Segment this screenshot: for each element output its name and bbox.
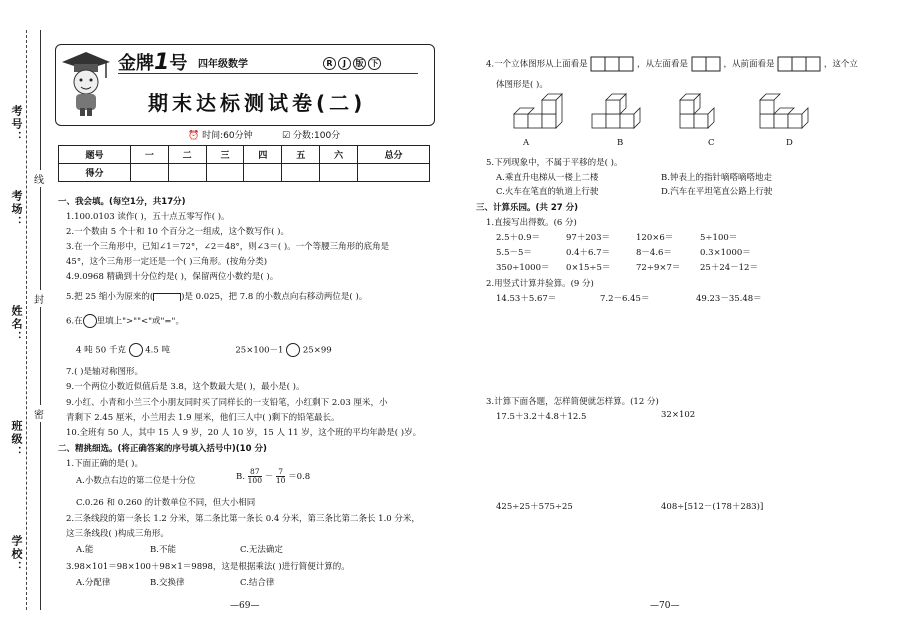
cube-figure-a	[514, 94, 562, 128]
simplify-item: 17.5＋3.2＋4.8＋12.5	[496, 412, 587, 422]
table-cell: 一	[130, 146, 168, 164]
calc-item: 0.4＋6.7＝	[566, 248, 611, 258]
option-5-d: D.汽车在平坦笔直公路上行驶	[661, 187, 773, 197]
section-3-heading: 三、计算乐园。(共 27 分)	[476, 203, 579, 213]
exam-title: 期末达标测试卷(二)	[148, 91, 367, 115]
field-name: 姓名：	[10, 305, 23, 344]
question-1-9a: 9.小红、小青和小兰三个小朋友同时买了同样长的一支铅笔，小红剩下 2.03 厘米，小	[66, 398, 388, 408]
calc-item: 350÷1000＝	[496, 263, 550, 273]
simplify-item: 425÷25＋575÷25	[496, 502, 573, 512]
choice-2-option-c: C.无法确定	[240, 545, 283, 555]
score-info: ☑ 分数:100分	[282, 131, 341, 141]
question-1-3b: 45°，这个三角形一定还是一个( )三角形。(按角分类)	[66, 257, 268, 267]
table-cell: 题号	[59, 146, 131, 164]
brand-title: 金牌1号	[118, 50, 188, 75]
question-1-9b: 青剩下 2.45 厘米，小兰用去 1.9 厘米，他们三人中( )剩下的铅笔最长。	[66, 413, 340, 423]
cube-figure-c	[680, 94, 714, 128]
choice-3-option-a: A.分配律	[76, 578, 111, 588]
vertical-calc-item: 14.53＋5.67＝	[496, 294, 557, 304]
calc-2-heading: 2.用竖式计算并验算。(9 分)	[486, 279, 594, 289]
option-5-c: C.火车在笔直的轨道上行驶	[496, 187, 599, 197]
figure-label-a: A	[523, 138, 530, 148]
choice-2-option-a: A.能	[76, 545, 94, 555]
question-1-2: 2.一个数由 5 个十和 10 个百分之一组成，这个数写作( )。	[66, 227, 289, 237]
question-1-1: 1.100.0103 读作( )，五十点五零写作( )。	[66, 212, 230, 222]
binding-solid-line	[40, 30, 41, 610]
choice-2b: 这三条线段( )构成三角形。	[66, 529, 169, 539]
top-view-grid-icon	[590, 56, 634, 72]
calc-item: 5÷100＝	[700, 233, 738, 243]
cube-figures	[510, 92, 840, 138]
calc-item: 0×15÷5＝	[566, 263, 611, 273]
compare-circle	[286, 343, 300, 357]
fraction-blank	[153, 293, 181, 301]
check-icon: ☑	[282, 131, 291, 141]
question-1-6-items: 4 吨 50 千克 4.5 吨 25×100－1 25×99	[76, 343, 332, 357]
table-cell: 六	[320, 146, 358, 164]
choice-3: 3.98×101＝98×100＋98×1＝9898，这是根据乘法( )进行简便计算的。	[66, 562, 350, 572]
field-exam-number: 考号：	[10, 105, 23, 144]
option-5-a: A.乘直升电梯从一楼上二楼	[496, 173, 599, 183]
edition-badge-j: J	[338, 57, 351, 70]
edition-badge-ban: 版	[353, 57, 366, 70]
left-view-grid-icon	[691, 56, 721, 72]
cube-figure-d	[760, 94, 808, 128]
calc-item: 0.3×1000＝	[700, 248, 751, 258]
cube-figure-b	[592, 94, 640, 128]
seal-close: 密	[34, 405, 44, 422]
calc-item: 97＋203＝	[566, 233, 611, 243]
fraction: $\frac{7}{10}$	[275, 467, 286, 485]
score-input-cell[interactable]	[244, 164, 282, 182]
edition-badge-r: R	[323, 57, 336, 70]
question-1-10: 10.全班有 50 人，其中 15 人 9 岁，20 人 10 岁，15 人 11 岁，这个班的平均年龄是( )岁。	[66, 428, 422, 438]
score-input-cell[interactable]	[130, 164, 168, 182]
calc-item: 120×6＝	[636, 233, 674, 243]
binding-dashed-line	[26, 30, 27, 610]
table-cell: 二	[168, 146, 206, 164]
question-2-5: 5.下列现象中，不属于平移的是( )。	[486, 158, 623, 168]
table-cell: 五	[282, 146, 320, 164]
field-exam-room: 考场：	[10, 190, 23, 229]
score-input-cell[interactable]	[320, 164, 358, 182]
choice-2-option-b: B.不能	[150, 545, 176, 555]
section-2-heading: 二、精挑细选。(将正确答案的序号填入括号中)(10 分)	[58, 444, 267, 454]
score-input-cell[interactable]	[358, 164, 430, 182]
seal-seal: 封	[34, 290, 44, 307]
score-input-cell[interactable]	[206, 164, 244, 182]
calc-item: 2.5＋0.9＝	[496, 233, 541, 243]
banner-line	[118, 73, 418, 74]
figure-label-c: C	[708, 138, 715, 148]
question-1-8: 9.一个两位小数近似值后是 3.8，这个数最大是( )，最小是( )。	[66, 382, 305, 392]
score-table-header-row	[59, 146, 430, 164]
compare-circle	[83, 314, 97, 328]
field-class: 班级：	[10, 420, 23, 459]
seal-line: 线	[34, 170, 44, 187]
page-number-right: —70—	[650, 601, 680, 611]
calc-1-heading: 1.直接写出得数。(6 分)	[486, 218, 577, 228]
question-1-4: 4.9.0968 精确到十分位约是( )，保留两位小数约是( )。	[66, 272, 279, 282]
option-5-b: B.钟表上的指针嘀嗒嘀嗒地走	[661, 173, 772, 183]
figure-label-b: B	[617, 138, 624, 148]
choice-1: 1.下面正确的是( )。	[66, 459, 143, 469]
vertical-calc-item: 49.23－35.48＝	[696, 294, 762, 304]
field-school: 学校：	[10, 535, 23, 574]
compare-circle	[129, 343, 143, 357]
question-2-4-intro: 4.一个立体图形从上面看是 ，从左面看是 ，从前面看是 ，这个立	[486, 56, 858, 72]
mascot-graduate-icon	[60, 48, 112, 118]
question-1-7: 7.( )是轴对称图形。	[66, 367, 143, 377]
page-number-left: —69—	[230, 601, 260, 611]
choice-1-c: C.0.26 和 0.260 的计数单位不同，但大小相同	[76, 498, 256, 508]
table-cell: 四	[244, 146, 282, 164]
simplify-item: 408÷[512－(178＋283)]	[661, 502, 764, 512]
time-info: ⏰ 时间:60分钟	[188, 131, 253, 141]
vertical-calc-item: 7.2－6.45＝	[600, 294, 650, 304]
question-1-5: 5.把 25 缩小为原来的( )是 0.025，把 7.8 的小数点向右移动两位是( )。	[66, 292, 368, 302]
question-1-6: 6.在 里填上">""<"或"="。	[66, 314, 184, 328]
front-view-grid-icon	[777, 56, 821, 72]
table-cell: 三	[206, 146, 244, 164]
choice-1-b: B. $\frac{87}{100}$ － $\frac{7}{10}$ ＝0.8	[236, 467, 311, 485]
edition-badge-xia: 下	[368, 57, 381, 70]
table-cell: 总分	[358, 146, 430, 164]
grade-label: 四年级数学	[198, 59, 248, 70]
question-2-4-ask: 体图形是( )。	[496, 80, 548, 90]
fraction: $\frac{87}{100}$	[247, 467, 262, 485]
calc-3-heading: 3.计算下面各题，怎样简便就怎样算。(12 分)	[486, 397, 659, 407]
calc-item: 8－4.6＝	[636, 248, 672, 258]
simplify-item: 32×102	[661, 410, 696, 420]
score-input-cell[interactable]	[168, 164, 206, 182]
figure-label-d: D	[786, 138, 793, 148]
calc-item: 5.5－5＝	[496, 248, 532, 258]
table-cell: 得分	[59, 164, 131, 182]
clock-icon: ⏰	[188, 131, 200, 141]
choice-2a: 2.三条线段的第一条长 1.2 分米，第二条比第一条长 0.4 分米，第三条比第二条长 1.0 分米，	[66, 514, 420, 524]
choice-3-option-c: C.结合律	[240, 578, 275, 588]
section-1-heading: 一、我会填。(每空1分，共17分)	[58, 197, 186, 207]
choice-3-option-b: B.交换律	[150, 578, 185, 588]
calc-item: 72÷9×7＝	[636, 263, 681, 273]
choice-1-a: A.小数点右边的第二位是十分位	[76, 476, 196, 486]
score-table-score-row	[59, 164, 430, 182]
score-table	[58, 145, 430, 182]
score-input-cell[interactable]	[282, 164, 320, 182]
question-1-3a: 3.在一个三角形中，已知∠1＝72°，∠2＝48°，则∠3＝( )。一个等腰三角形的底角是	[66, 242, 390, 252]
calc-item: 25＋24－12＝	[700, 263, 758, 273]
